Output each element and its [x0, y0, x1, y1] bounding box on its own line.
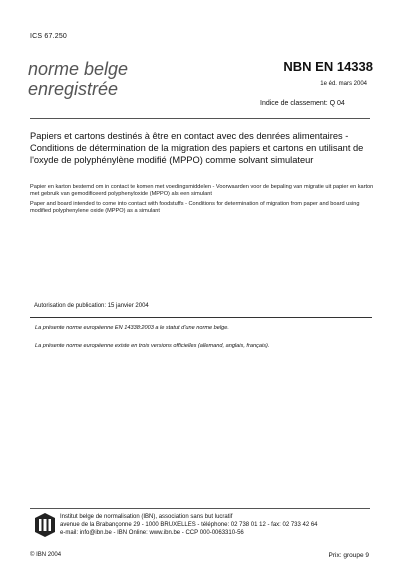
- content-box: [30, 205, 372, 318]
- footer-divider: [30, 508, 370, 509]
- price-group: Prix: groupe 9: [328, 552, 369, 559]
- publisher-line-1: Institut belge de normalisation (IBN), association sans but lucratif: [60, 514, 233, 520]
- publisher-line-2: avenue de la Brabançonne 29 - 1000 BRUXELLES - téléphone: 02 738 01 12 - fax: 02 733 42 64: [60, 522, 318, 528]
- copyright: © IBN 2004: [30, 552, 62, 558]
- ics-code: ICS 67.250: [30, 33, 68, 40]
- brand-line-2: enregistrée: [28, 79, 119, 99]
- ibn-logo-icon: [35, 513, 55, 537]
- versions-note: La présente norme européenne existe en trois versions officielles (allemand, anglais, français).: [35, 343, 270, 349]
- header-divider: [30, 118, 370, 119]
- standard-number: NBN EN 14338: [283, 59, 373, 74]
- document-title-en: Paper and board intended to come into contact with foodstuffs - Conditions for determination of migration from paper and board using modified polyphenylene oxide (MPPO) as a simulant: [30, 201, 360, 214]
- edition-date: 1e éd. mars 2004: [320, 81, 367, 87]
- brand-line-1: norme belge: [28, 59, 129, 79]
- brand-title: [28, 59, 128, 99]
- publisher-info: [60, 513, 380, 537]
- document-title-nl: Papier en karton bestemd om in contact te komen met voedingsmiddelen - Voorwaarden voor de bepaling van migratie uit papier en karton met gebruik van gemodificeerd polyphenyloxide (MPPO) als een simulant: [30, 184, 374, 197]
- status-note: La présente norme européenne EN 14338:2003 a le statut d'une norme belge.: [35, 325, 229, 331]
- publication-authorization: Autorisation de publication: 15 janvier 2004: [34, 303, 149, 309]
- publisher-line-3: e-mail: info@ibn.be - IBN Online: www.ibn.be - CCP 000-0063310-56: [60, 530, 244, 536]
- document-title-fr: Papiers et cartons destinés à être en contact avec des denrées alimentaires - Conditions de détermination de la migration des papiers et cartons en utilisant de l'oxyde de polyphénylène modifié (MPPO) comme solvant simulateur: [30, 131, 364, 165]
- classification-index: Indice de classement: Q 04: [260, 100, 345, 107]
